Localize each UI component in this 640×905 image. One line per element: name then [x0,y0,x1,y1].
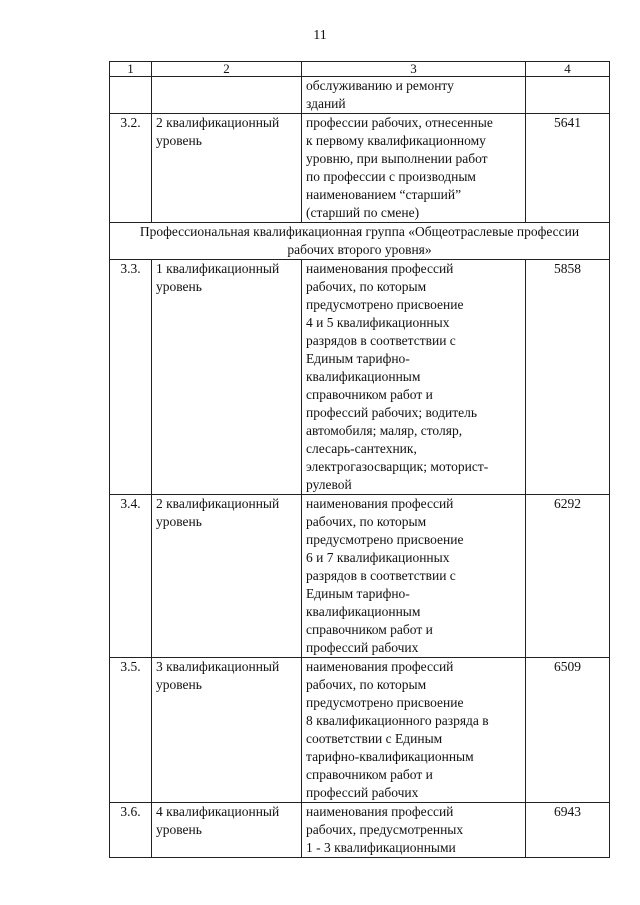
qualification-level [152,803,302,858]
profession-description-line: предусмотрено присвоение [306,695,464,710]
profession-description-line: электрогазосварщик; моторист- [306,459,489,474]
profession-description-line: Единым тарифно- [306,351,410,366]
profession-description-line: предусмотрено присвоение [306,532,464,547]
salary-value: 6292 [526,495,610,658]
profession-description-line: зданий [306,96,346,111]
profession-description-line: наименования профессий [306,261,454,276]
qualification-level [152,77,302,114]
profession-description-line: справочником работ и [306,387,433,402]
qualification-level [152,260,302,495]
qualification-level-line: уровень [156,279,202,294]
profession-description [302,260,526,495]
group-heading [110,223,610,260]
profession-description-line: по профессии с производным [306,169,476,184]
profession-description-line: профессии рабочих, отнесенные [306,115,493,130]
profession-description-line: рабочих, по которым [306,514,427,529]
profession-description-line: 8 квалификационного разряда в [306,713,489,728]
salary-value: 6943 [526,803,610,858]
profession-description-line: рабочих, предусмотренных [306,822,464,837]
profession-description-line: справочником работ и [306,622,433,637]
group-heading-row [110,223,610,260]
table-row [110,495,610,658]
profession-description-line: разрядов в соответствии с [306,568,456,583]
profession-description-line: квалификационным [306,369,421,384]
qualification-level-line: 2 квалификационный [156,496,280,511]
header-cell-2: 2 [152,62,302,77]
profession-description-line: профессий рабочих [306,640,419,655]
profession-description-line: разрядов в соответствии с [306,333,456,348]
profession-description-line: предусмотрено присвоение [306,297,464,312]
qualification-level [152,658,302,803]
header-cell-4: 4 [526,62,610,77]
profession-description-line: обслуживанию и ремонту [306,78,454,93]
profession-description-line: (старший по смене) [306,205,420,220]
row-number: 3.6. [110,803,152,858]
profession-description-line: квалификационным [306,604,421,619]
header-row [110,62,610,77]
profession-description-line: наименования профессий [306,804,454,819]
salary-value [526,77,610,114]
profession-description-line: соответствии с Единым [306,731,443,746]
salary-value: 6509 [526,658,610,803]
row-number: 3.4. [110,495,152,658]
profession-description-line: рабочих, по которым [306,279,427,294]
row-number: 3.3. [110,260,152,495]
table-row [110,260,610,495]
group-heading-line: рабочих второго уровня» [287,242,432,257]
qualification-level-line: 2 квалификационный [156,115,280,130]
profession-description [302,495,526,658]
table-row [110,77,610,114]
qualification-level-line: 3 квалификационный [156,659,280,674]
profession-description [302,658,526,803]
row-number [110,77,152,114]
header-cell-1: 1 [110,62,152,77]
header-cell-3: 3 [302,62,526,77]
qualification-level-line: 1 квалификационный [156,261,280,276]
profession-description-line: 4 и 5 квалификационных [306,315,450,330]
profession-description-line: профессий рабочих; водитель [306,405,478,420]
profession-description-line: 6 и 7 квалификационных [306,550,450,565]
profession-description [302,77,526,114]
qualification-level-line: 4 квалификационный [156,804,280,819]
page-number: 11 [313,28,327,43]
qualification-level [152,495,302,658]
row-number: 3.2. [110,114,152,223]
profession-description-line: к первому квалификационному [306,133,486,148]
profession-description-line: справочником работ и [306,767,433,782]
profession-description [302,114,526,223]
qualification-level-line: уровень [156,133,202,148]
table-row [110,803,610,858]
qualification-level-line: уровень [156,677,202,692]
profession-description-line: Единым тарифно- [306,586,410,601]
qualification-level [152,114,302,223]
table-row [110,114,610,223]
profession-description [302,803,526,858]
profession-description-line: слесарь-сантехник, [306,441,417,456]
profession-description-line: рулевой [306,477,352,492]
qualification-level-line: уровень [156,514,202,529]
profession-description-line: наименования профессий [306,496,454,511]
salary-value: 5858 [526,260,610,495]
qualification-table [109,61,610,858]
profession-description-line: тарифно-квалификационным [306,749,474,764]
qualification-level-line: уровень [156,822,202,837]
profession-description-line: уровню, при выполнении работ [306,151,488,166]
group-heading-line: Профессиональная квалификационная группа «Общеотраслевые профессии [139,224,580,239]
profession-description-line: автомобиля; маляр, столяр, [306,423,463,438]
table-row [110,658,610,803]
profession-description-line: рабочих, по которым [306,677,427,692]
salary-value: 5641 [526,114,610,223]
profession-description-line: наименованием “старший” [306,187,462,202]
profession-description-line: профессий рабочих [306,785,419,800]
profession-description-line: наименования профессий [306,659,454,674]
row-number: 3.5. [110,658,152,803]
profession-description-line: 1 - 3 квалификационными [306,840,456,855]
